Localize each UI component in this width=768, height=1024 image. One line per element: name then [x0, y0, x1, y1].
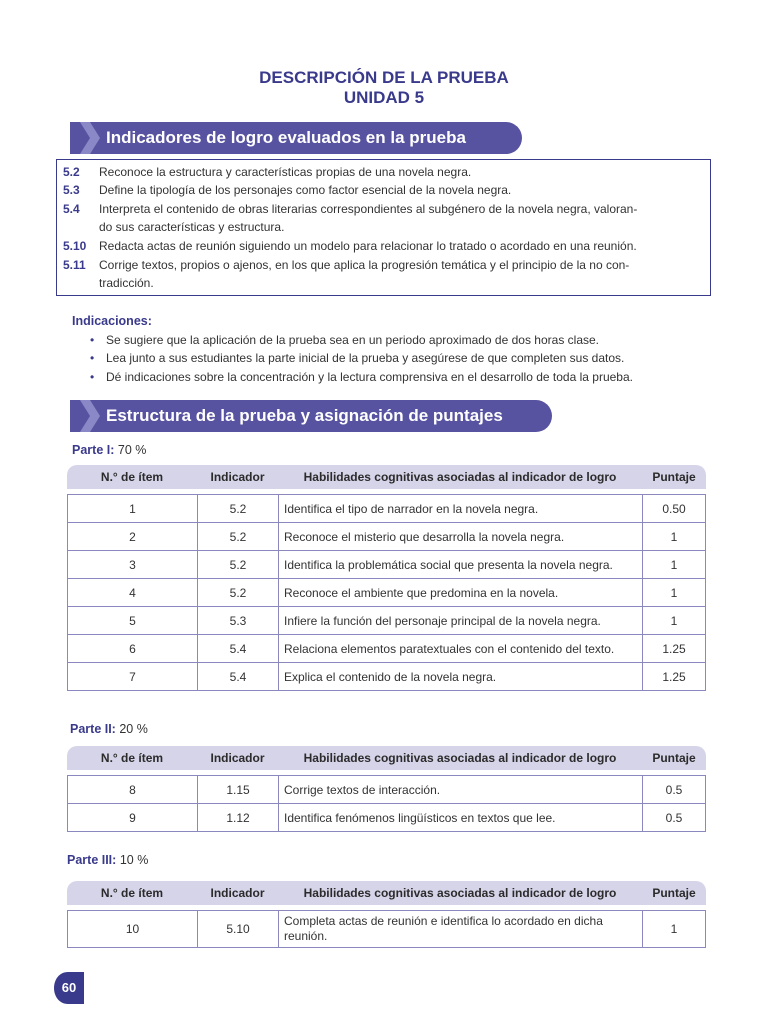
table-row	[67, 804, 706, 832]
skill-cell: Explica el contenido de la novela negra.	[278, 663, 642, 691]
page-number-badge	[54, 972, 84, 1004]
table-row	[67, 635, 706, 663]
indicaciones-text: Dé indicaciones sobre la concentración y la lectura comprensiva en el desarrollo de toda la prueba.	[106, 370, 633, 384]
column-header: Habilidades cognitivas asociadas al indicador de logro	[278, 881, 642, 905]
score-cell: 1	[642, 910, 706, 948]
indicator-number: 5.2	[63, 165, 80, 179]
indicator-cell: 5.2	[197, 551, 278, 579]
skill-cell: Completa actas de reunión e identifica lo acordado en dicha reunión.	[278, 910, 642, 948]
item-cell: 8	[67, 775, 197, 804]
section-heading: Estructura de la prueba y asignación de puntajes	[106, 406, 503, 425]
indicator-number: 5.10	[63, 239, 87, 253]
score-cell: 1.25	[642, 663, 706, 691]
chevron-icon	[70, 122, 106, 154]
parte-label	[70, 722, 148, 736]
score-cell: 1	[642, 607, 706, 635]
column-header: Indicador	[197, 465, 278, 489]
table-row	[67, 523, 706, 551]
section-banner-estructura	[70, 400, 552, 432]
indicator-cell: 5.10	[197, 910, 278, 948]
score-cell: 1	[642, 579, 706, 607]
skill-cell: Identifica el tipo de narrador en la novela negra.	[278, 494, 642, 523]
table-row	[67, 775, 706, 804]
indicator-cell: 1.15	[197, 775, 278, 804]
score-table-parte-2	[67, 746, 706, 832]
indicators-box	[56, 159, 711, 296]
bullet-icon: •	[90, 333, 95, 347]
section-banner-indicadores	[70, 122, 522, 154]
section-heading: Indicadores de logro evaluados en la prueba	[106, 128, 466, 147]
score-cell: 0.50	[642, 494, 706, 523]
column-header: N.° de ítem	[67, 881, 197, 905]
item-cell: 4	[67, 579, 197, 607]
table-row	[67, 551, 706, 579]
parte-percent: 10 %	[119, 853, 149, 867]
indicator-number: 5.4	[63, 202, 80, 216]
indicator-cell: 5.2	[197, 523, 278, 551]
column-header: N.° de ítem	[67, 746, 197, 770]
column-header: Indicador	[197, 881, 278, 905]
parte-title: Parte I:	[72, 443, 115, 457]
parte-percent: 70 %	[117, 443, 147, 457]
table-header-row	[67, 746, 706, 770]
column-header: Habilidades cognitivas asociadas al indicador de logro	[278, 746, 642, 770]
indicator-cell: 5.4	[197, 663, 278, 691]
page-number: 60	[61, 980, 77, 995]
indicator-cell: 5.4	[197, 635, 278, 663]
item-cell: 6	[67, 635, 197, 663]
item-cell: 3	[67, 551, 197, 579]
indicator-cell: 1.12	[197, 804, 278, 832]
score-cell: 0.5	[642, 775, 706, 804]
skill-cell: Infiere la función del personaje principal de la novela negra.	[278, 607, 642, 635]
indicator-number: 5.3	[63, 183, 80, 197]
score-table-parte-3	[67, 881, 706, 948]
indicaciones-text: Se sugiere que la aplicación de la prueba sea en un periodo aproximado de dos horas clase.	[106, 333, 599, 347]
item-cell: 7	[67, 663, 197, 691]
indicaciones-text: Lea junto a sus estudiantes la parte inicial de la prueba y asegúrese de que completen sus datos.	[106, 351, 625, 365]
parte-percent: 20 %	[119, 722, 148, 736]
indicaciones-heading: Indicaciones:	[72, 314, 152, 328]
indicator-number: 5.11	[63, 258, 86, 272]
table-header-row	[67, 465, 706, 489]
indicator-cell: 5.2	[197, 494, 278, 523]
parte-title: Parte III:	[67, 853, 117, 867]
indicator-text: tradicción.	[99, 276, 154, 290]
bullet-icon: •	[90, 351, 95, 365]
item-cell: 9	[67, 804, 197, 832]
skill-cell: Reconoce el ambiente que predomina en la novela.	[278, 579, 642, 607]
column-header: Indicador	[197, 746, 278, 770]
item-cell: 2	[67, 523, 197, 551]
parte-label	[67, 853, 148, 867]
page-title-line-2: UNIDAD 5	[343, 88, 425, 107]
skill-cell: Relaciona elementos paratextuales con el contenido del texto.	[278, 635, 642, 663]
indicator-text: Define la tipología de los personajes como factor esencial de la novela negra.	[99, 183, 512, 197]
table-row	[67, 607, 706, 635]
table-row	[67, 910, 706, 948]
indicator-text: do sus características y estructura.	[99, 220, 285, 234]
column-header: N.° de ítem	[67, 465, 197, 489]
item-cell: 5	[67, 607, 197, 635]
indicator-cell: 5.3	[197, 607, 278, 635]
column-header: Puntaje	[642, 881, 706, 905]
score-cell: 1.25	[642, 635, 706, 663]
table-row	[67, 663, 706, 691]
item-cell: 1	[67, 494, 197, 523]
page-title-line-1: DESCRIPCIÓN DE LA PRUEBA	[259, 68, 509, 87]
table-header-row	[67, 881, 706, 905]
indicator-text: Redacta actas de reunión siguiendo un modelo para relacionar lo tratado o acordado en una reunión.	[99, 239, 637, 253]
skill-cell: Corrige textos de interacción.	[278, 775, 642, 804]
score-cell: 1	[642, 551, 706, 579]
table-row	[67, 494, 706, 523]
indicator-text: Corrige textos, propios o ajenos, en los que aplica la progresión temática y el principio de la no con-	[99, 258, 630, 272]
column-header: Habilidades cognitivas asociadas al indicador de logro	[278, 465, 642, 489]
column-header: Puntaje	[642, 465, 706, 489]
indicator-text: Interpreta el contenido de obras literarias correspondientes al subgénero de la novela negra, valoran-	[99, 202, 638, 216]
column-header: Puntaje	[642, 746, 706, 770]
chevron-icon	[70, 400, 106, 432]
indicator-cell: 5.2	[197, 579, 278, 607]
score-table-parte-1	[67, 465, 706, 691]
skill-cell: Identifica la problemática social que presenta la novela negra.	[278, 551, 642, 579]
bullet-icon: •	[90, 370, 95, 384]
score-cell: 1	[642, 523, 706, 551]
table-row	[67, 579, 706, 607]
indicator-text: Reconoce la estructura y características propias de una novela negra.	[99, 165, 472, 179]
parte-title: Parte II:	[70, 722, 116, 736]
item-cell: 10	[67, 910, 197, 948]
score-cell: 0.5	[642, 804, 706, 832]
parte-label	[72, 443, 146, 457]
skill-cell: Reconoce el misterio que desarrolla la novela negra.	[278, 523, 642, 551]
skill-cell: Identifica fenómenos lingüísticos en textos que lee.	[278, 804, 642, 832]
